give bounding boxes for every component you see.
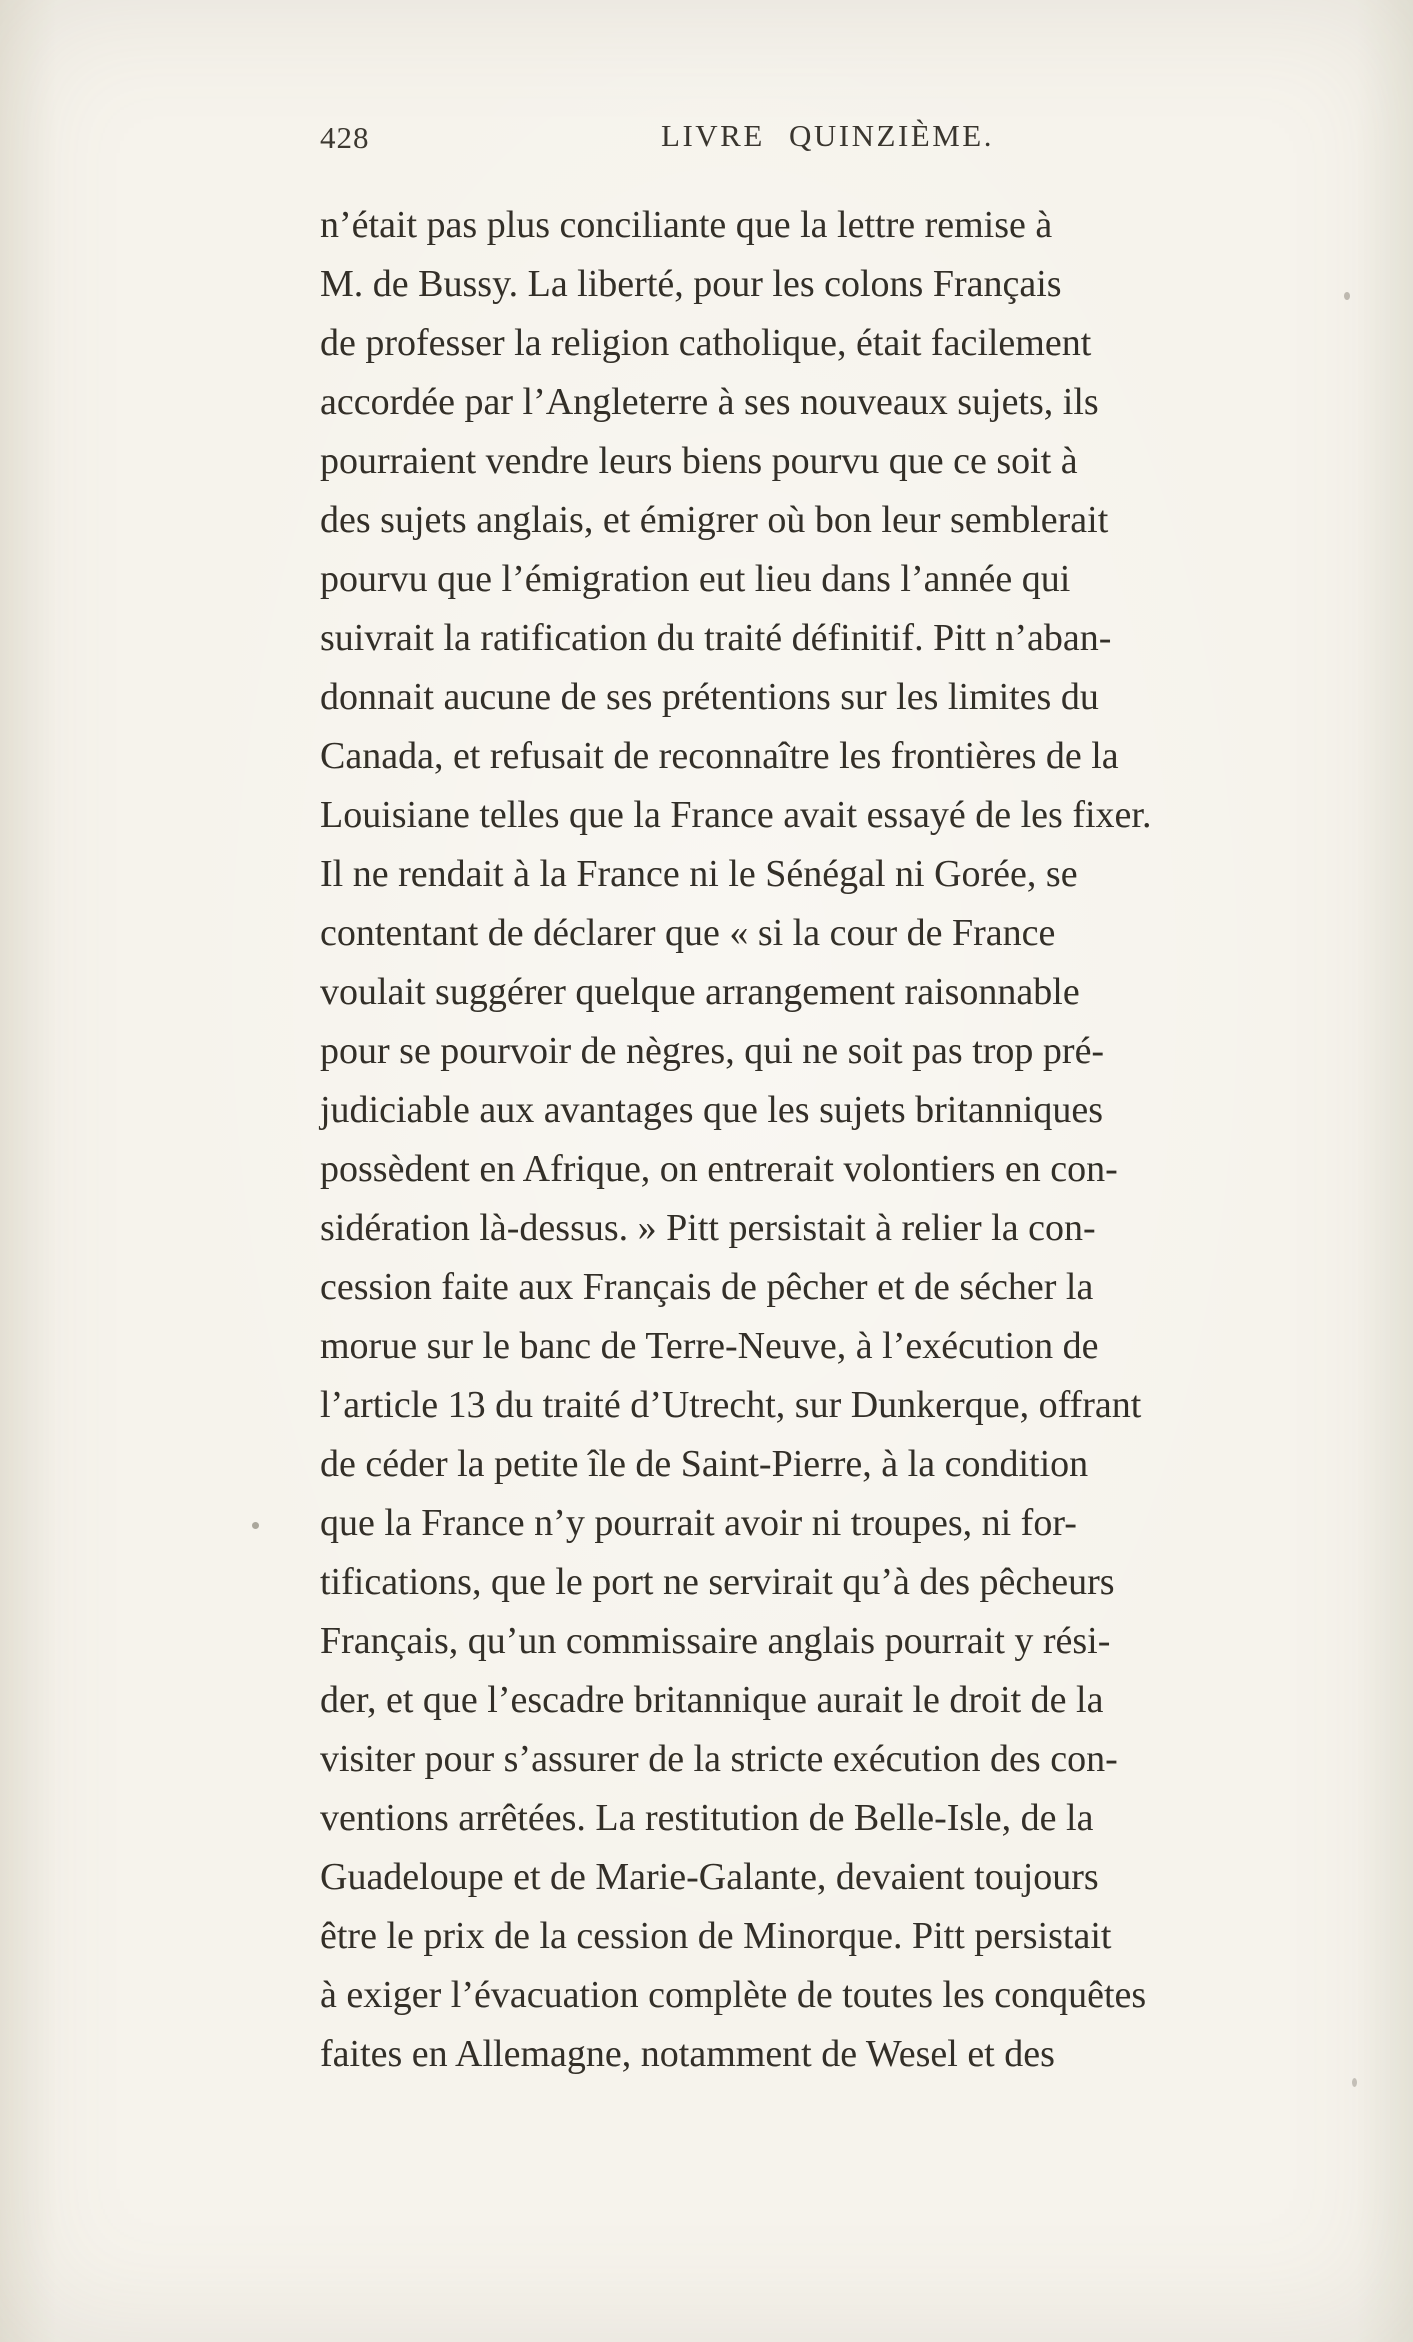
text-line: Canada, et refusait de reconnaître les frontières de la (320, 735, 1119, 777)
text-line: ventions arrêtées. La restitution de Belle-Isle, de la (320, 1797, 1094, 1839)
scan-speck (252, 1522, 259, 1529)
text-line: être le prix de la cession de Minorque. Pitt persistait (320, 1915, 1112, 1957)
text-line: que la France n’y pourrait avoir ni troupes, ni for- (320, 1502, 1077, 1544)
scan-speck (1344, 292, 1350, 300)
text-line: Louisiane telles que la France avait essayé de les fixer. (320, 794, 1152, 836)
text-line: Guadeloupe et de Marie-Galante, devaient toujours (320, 1856, 1099, 1898)
text-line: visiter pour s’assurer de la stricte exécution des con- (320, 1738, 1118, 1780)
text-line: l’article 13 du traité d’Utrecht, sur Dunkerque, offrant (320, 1384, 1142, 1426)
text-line: à exiger l’évacuation complète de toutes les conquêtes (320, 1974, 1147, 2016)
text-line: accordée par l’Angleterre à ses nouveaux sujets, ils (320, 381, 1099, 423)
text-line: n’était pas plus conciliante que la lettre remise à (320, 204, 1053, 246)
text-line: Français, qu’un commissaire anglais pourrait y rési- (320, 1620, 1111, 1662)
scan-speck (1352, 2078, 1357, 2087)
text-line: donnait aucune de ses prétentions sur les limites du (320, 676, 1099, 718)
text-line: der, et que l’escadre britannique aurait le droit de la (320, 1679, 1104, 1721)
body-text (320, 196, 1335, 2084)
page-number: 428 (320, 120, 370, 155)
text-line: cession faite aux Français de pêcher et de sécher la (320, 1266, 1094, 1308)
page-header (320, 118, 1335, 160)
text-line: judiciable aux avantages que les sujets britanniques (320, 1089, 1103, 1131)
running-title: LIVRE QUINZIÈME. (661, 118, 994, 153)
text-line: contentant de déclarer que « si la cour de France (320, 912, 1056, 954)
text-line: suivrait la ratification du traité définitif. Pitt n’aban- (320, 617, 1112, 659)
text-line: pourvu que l’émigration eut lieu dans l’année qui (320, 558, 1071, 600)
text-line: possèdent en Afrique, on entrerait volontiers en con- (320, 1148, 1118, 1190)
text-line: faites en Allemagne, notamment de Wesel et des (320, 2033, 1055, 2075)
text-line: de professer la religion catholique, était facilement (320, 322, 1092, 364)
text-line: pourraient vendre leurs biens pourvu que ce soit à (320, 440, 1078, 482)
text-line: de céder la petite île de Saint-Pierre, à la condition (320, 1443, 1089, 1485)
text-line: Il ne rendait à la France ni le Sénégal ni Gorée, se (320, 853, 1078, 895)
text-line: des sujets anglais, et émigrer où bon leur semblerait (320, 499, 1109, 541)
text-line: voulait suggérer quelque arrangement raisonnable (320, 971, 1080, 1013)
text-line: pour se pourvoir de nègres, qui ne soit pas trop pré- (320, 1030, 1105, 1072)
text-line: sidération là-dessus. » Pitt persistait à relier la con- (320, 1207, 1096, 1249)
text-line: morue sur le banc de Terre-Neuve, à l’exécution de (320, 1325, 1099, 1367)
text-line: tifications, que le port ne servirait qu’à des pêcheurs (320, 1561, 1115, 1603)
text-line: M. de Bussy. La liberté, pour les colons Français (320, 263, 1062, 305)
